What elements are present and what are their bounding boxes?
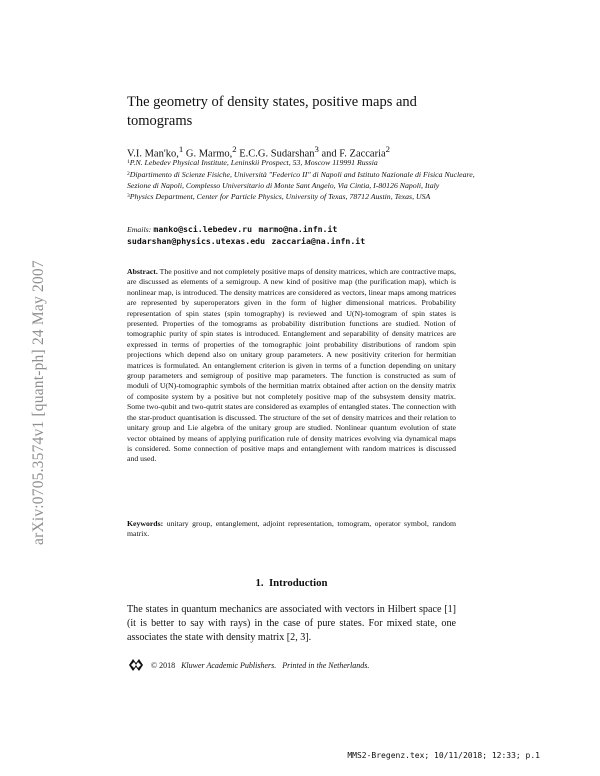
affiliations: [127, 157, 477, 203]
author-name: E.C.G. Sudarshan: [239, 148, 315, 160]
section-heading: [127, 577, 456, 589]
affiliation-text: Dipartimento di Scienze Fisiche, Università "Federico II" di Napoli and Istituto Nazionale di Fisica Nucleare, Sezione di Napoli, Complesso Universitario di Monte Sant Angelo, Via Cintia, I-80126 Napoli, Italy: [127, 169, 475, 190]
abstract-text: The positive and not completely positive maps of density matrices, which are contractive maps, are discussed as elements of a semigroup. A new kind of positive map (the purification map), which is nonlinear map, is introduced. The density matrices are considered as vectors, linear maps among matrices are represented by superoperators given in the form of higher dimensional matrices. Probability representation of spin states (spin tomography) is reviewed and U(N)-tomogram of spin states is presented. Properties of the tomograms as probability distribution functions are studied. Notion of tomographic purity of spin states is introduced. Entanglement and separability of density matrices are expressed in terms of properties of the tomographic joint probability distributions of random spin projections which depend also on unitary group parameters. A new positivity criterion for hermitian matrices is formulated. An entanglement criterion is given in terms of a function depending on unitary group parameters and semigroup of positive map parameters. The function is constructed as sum of moduli of U(N)-tomographic symbols of the hermitian matrix obtained after action on the density matrix of composite system by a positive but not completely positive map of the subsystem density matrix. Some two-qubit and two-qutrit states are considered as examples of entangled states. The connection with the star-product quantisation is discussed. The structure of the set of density matrices and their relation to unitary group and Lie algebra of the unitary group are studied. Nonlinear quantum evolution of state vector obtained by means of applying purification rule of density matrices evolving via dynamical maps is considered. Some connection of positive maps and entanglement with random matrices is discussed and used.: [127, 267, 456, 464]
publisher-line: [127, 656, 369, 674]
affiliation-text: P.N. Lebedev Physical Institute, Leninskii Prospect, 53, Moscow 119991 Russia: [129, 158, 378, 167]
affiliation-mark: 3: [127, 193, 130, 200]
author-name: and F. Zaccaria: [321, 148, 386, 160]
keywords-label: Keywords:: [127, 519, 164, 528]
author-name: G. Marmo,: [185, 148, 233, 160]
email-block: [127, 224, 487, 246]
affiliation-mark: 2: [127, 170, 130, 177]
copyright: © 2018: [151, 660, 176, 670]
email-link[interactable]: zaccaria@na.infn.it: [271, 235, 366, 246]
arxiv-stamp: arXiv:0705.3574v1 [quant-ph] 24 May 2007: [30, 260, 47, 545]
publisher-name: Kluwer Academic Publishers.: [181, 660, 277, 670]
intro-paragraph: The states in quantum mechanics are associated with vectors in Hilbert space [1] (it is better to say with rays) in the case of pure states. For mixed state, one associates the state with density matrix [2, 3].: [127, 604, 456, 643]
author-affiliation-mark: 2: [385, 144, 391, 154]
email-link[interactable]: sudarshan@physics.utexas.edu: [127, 235, 266, 246]
section-number: 1.: [255, 577, 264, 589]
affiliation-text: Physics Department, Center for Particle Physics, University of Texas, 78712 Austin, Texas, USA: [129, 192, 431, 202]
affiliation: [127, 157, 477, 169]
page-footer: MMS2-Bregenz.tex; 10/11/2018; 12:33; p.1: [347, 751, 540, 760]
section-title: Introduction: [268, 577, 328, 589]
affiliation: [127, 169, 477, 192]
author-name: V.I. Man'ko,: [127, 148, 179, 160]
abstract: [127, 267, 456, 465]
email-link[interactable]: marmo@na.infn.it: [258, 224, 338, 234]
author-affiliation-mark: 3: [314, 144, 319, 154]
paper-title: The geometry of density states, positive maps and tomograms: [127, 94, 417, 129]
keywords-text: unitary group, entanglement, adjoint representation, tomogram, operator symbol, random matrix.: [127, 519, 456, 539]
abstract-label: Abstract.: [127, 267, 158, 276]
author-affiliation-mark: 2: [232, 144, 237, 154]
email-label: Emails:: [127, 225, 152, 234]
affiliation: [127, 191, 477, 203]
email-link[interactable]: manko@sci.lebedev.ru: [153, 224, 253, 234]
publisher-logo-icon: [127, 656, 145, 674]
author-affiliation-mark: 1: [178, 144, 184, 154]
keywords: [127, 519, 456, 540]
affiliation-mark: 1: [127, 159, 130, 165]
printed-note: Printed in the Netherlands.: [282, 660, 370, 670]
